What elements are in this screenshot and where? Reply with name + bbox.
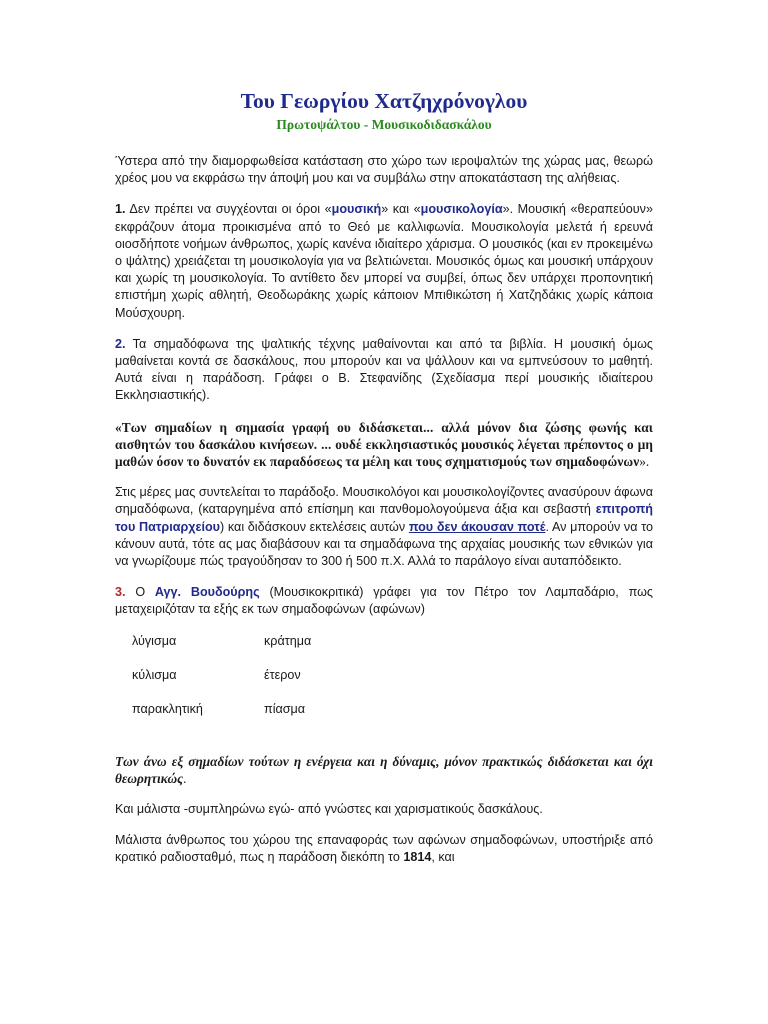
sign-item: κύλισμα — [132, 667, 177, 682]
paragraph-6 — [115, 832, 653, 866]
patriarchate-committee: επιτροπή του Πατριαρχείου — [115, 502, 653, 534]
paragraph-4 — [115, 584, 653, 618]
paragraph-text: Στις μέρες μας συντελείται το παράδοξο. Μουσικολόγοι και μουσικολογίζοντες ανασύρουν άφωνα σημαδόφωνα, (καταργημένα από επίσημη και πανθομολογούμενα άξια και σεβαστή — [115, 485, 653, 517]
page-title: Του Γεωργίου Χατζηχρόνογλου — [240, 89, 528, 113]
signs-list — [132, 633, 653, 735]
term-musicology: μουσικολογία — [420, 202, 503, 217]
paragraph-1 — [115, 201, 653, 321]
paragraph-number: 3. — [115, 585, 126, 600]
paragraph-text: Μάλιστα άνθρωπος του χώρου της επαναφοράς των αφώνων σημαδοφώνων, υποστήριξε από κρατικό ραδιοσταθμό, πως η παράδοση διεκόπη το — [115, 833, 653, 865]
term-music: μουσική — [331, 202, 382, 217]
sign-item: λύγισμα — [132, 633, 177, 648]
paragraph-text: » και « — [381, 202, 421, 217]
quote-end: . — [183, 770, 187, 786]
quote-text: Των άνω εξ σημαδίων τούτων η ενέργεια και η δύναμις, μόνον πρακτικώς διδάσκεται και όχι θεωρητικώς — [115, 753, 653, 786]
paragraph-text: Τα σημαδόφωνα της ψαλτικής τέχνης μαθαίνονται και από τα βιβλία. Η μουσική όμως μαθαίνεται κοντά σε δασκάλους, που μπορούν και να ψάλλουν και να εμπνεύσουν το μαθητή. Αυτά είναι η παράδοση. Γράφει ο Β. Στεφανίδης (Σχεδίασμα περί μουσικής ιδιαίτερου Εκκλησιαστικής). — [115, 336, 653, 403]
paragraph-3 — [115, 484, 653, 570]
paragraph-text: Δεν πρέπει να συγχέονται οι όροι « — [125, 202, 332, 217]
paragraph-text: . Αν μπορούν να το κάνουν αυτά, τότε ας μας διαβάσουν και τα σημαδάφωνα της αρχαίας μουσικής των εθνικών για να γνωρίζουμε πώς τραγούδησαν το 300 ή 500 π.Χ. Αλλά το παράλογο είναι αυταπόδεικτο. — [115, 519, 653, 569]
paragraph-number: 2. — [115, 336, 126, 351]
quote-end: ». — [639, 454, 650, 470]
paragraph-number: 1. — [115, 202, 126, 217]
quote-text: «Των σημαδίων η σημασία γραφή ου διδάσκεται... αλλά μόνον δια ζώσης φωνής και αισθητών του δασκάλου κινήσεων. ... ουδέ εκκλησιαστικός μουσικός λέγεται πρέποντος ο μη μαθών όσον το δυνατόν εκ παραδόσεως τα μέλη και τους σχηματισμούς των σημαδοφώνων — [115, 419, 653, 470]
never-heard-phrase: που δεν άκουσαν ποτέ — [408, 519, 546, 534]
quote-voudouris — [115, 753, 653, 787]
year-1814: 1814 — [403, 850, 432, 865]
sign-item: παρακλητική — [132, 701, 203, 716]
author-name: Αγγ. Βουδούρης — [154, 585, 260, 600]
paragraph-text: Ο — [125, 585, 155, 600]
sign-item: πίασμα — [264, 701, 306, 716]
paragraph-text: (Μουσικοκριτικά) γράφει για τον Πέτρο τον Λαμπαδάριο, πως μεταχειριζόταν τα εξής εκ των σημαδοφώνων (αφώνων) — [115, 585, 653, 617]
page-subtitle: Πρωτοψάλτου - Μουσικοδιδασκάλου — [276, 117, 492, 132]
sign-item: κράτημα — [264, 633, 312, 648]
paragraph-text: ) και διδάσκουν εκτελέσεις αυτών — [220, 519, 409, 534]
paragraph-text: , και — [431, 850, 455, 865]
sign-item: έτερον — [264, 667, 301, 682]
quote-stefanidis — [115, 419, 653, 471]
paragraph-5: Και μάλιστα -συμπληρώνω εγώ- από γνώστες και χαρισματικούς δασκάλους. — [115, 802, 543, 817]
document-page — [115, 88, 653, 881]
paragraph-text: ». Μουσική «θεραπεύουν» εκφράζουν άτομα προικισμένα από το Θεό με καλλιφωνία. Μουσικολογία μελετά ή ερευνά οιοσδήποτε νοήμων άνθρωπος, χωρίς κανένα ιδιαίτερο χάρισμα. Ο μουσικός (και εν προκειμένω ο ψάλτης) χρειάζεται τη μουσικολογία για να βελτιώνεται. Μουσικός όμως και μουσική υπάρχουν και χωρίς τη μουσικολογία. Το αντίθετο δεν μπορεί να συμβεί, όπως δεν υπάρχει προπονητική επιστήμη χωρίς αθλητή, Θεοδωράκης χωρίς κάποιον Μπιθικώτση ή Χατζηδάκις χωρίς κάποια Μούσχουρη. — [115, 202, 653, 320]
intro-paragraph: Ύστερα από την διαμορφωθείσα κατάσταση στο χώρο των ιεροψαλτών της χώρας μας, θεωρώ χρέος μου να εκφράσω την άποψή μου και να συμβάλω στην αποκατάσταση της αλήθειας. — [115, 154, 653, 186]
paragraph-2 — [115, 336, 653, 405]
